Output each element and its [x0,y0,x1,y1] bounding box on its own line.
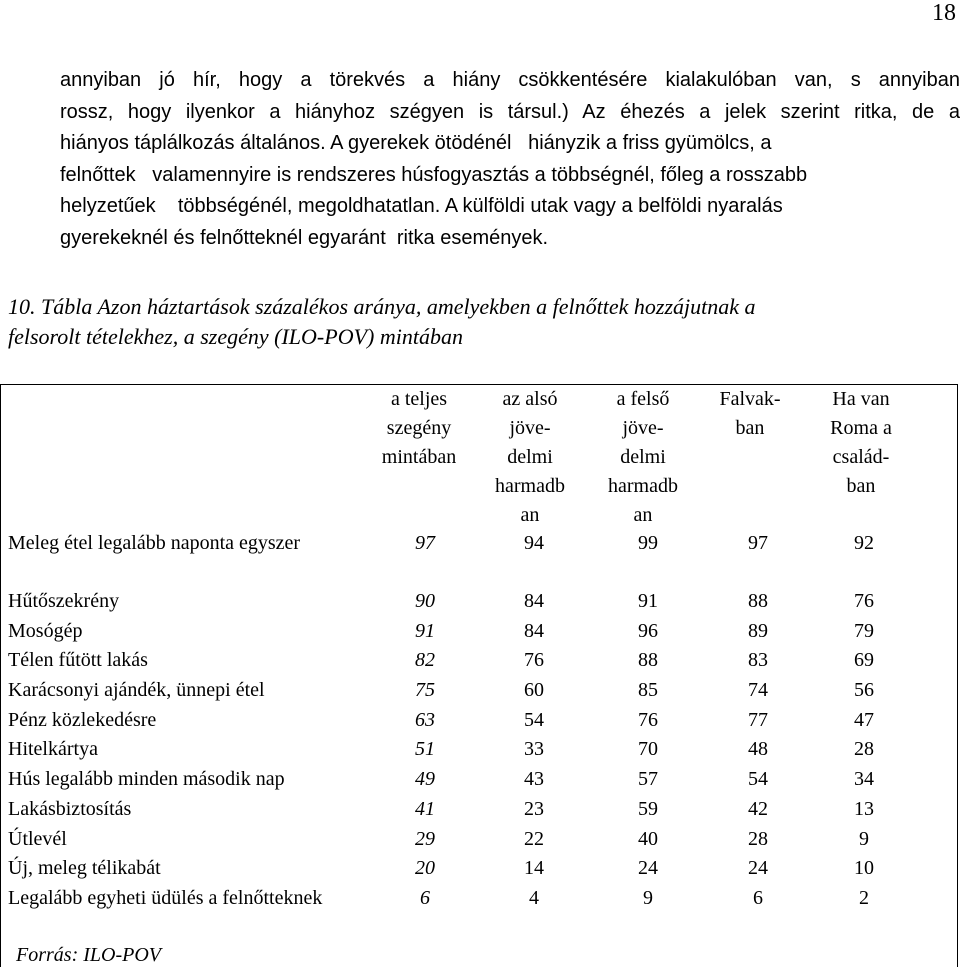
cell-lower-third: 33 [524,738,544,761]
table-caption [8,292,948,352]
cell-roma-family: 56 [854,679,874,702]
cell-roma-family: 9 [859,827,869,850]
cell-upper-third: 91 [638,590,658,612]
cell-full-sample: 63 [415,708,435,731]
cell-full-sample: 29 [415,827,435,850]
paragraph-line: helyzetűek többségénél, megoldhatatlan. A külföldi utak vagy a belföldi nyaralás [60,195,783,218]
cell-roma-family: 13 [854,797,874,820]
table-row [8,735,874,765]
table-row [8,587,874,617]
cell-lower-third: 14 [524,857,544,880]
cell-lower-third: 84 [524,590,544,612]
cell-full-sample: 49 [415,768,435,791]
table-row [8,676,874,706]
cell-upper-third: 96 [638,619,658,642]
paragraph-line: hiányos táplálkozás általános. A gyerekek ötödénél hiányzik a friss gyümölcs, a [60,132,772,155]
cell-roma-family: 34 [854,768,874,791]
page-number: 18 [932,0,956,26]
row-label: Karácsonyi ajándék, ünnepi étel [8,679,265,702]
paragraph-line: gyerekeknél és felnőtteknél egyaránt ritka események. [60,226,549,249]
table-row [8,825,869,855]
table-row [8,884,869,940]
cell-lower-third: 43 [524,768,544,791]
row-label: Hitelkártya [8,738,98,761]
cell-villages: 97 [748,532,768,554]
cell-full-sample: 97 [415,532,435,554]
column-header-roma-family: Ha van Roma a család- ban [830,388,892,497]
cell-upper-third: 88 [638,649,658,672]
cell-roma-family: 69 [854,649,874,672]
cell-roma-family: 47 [854,708,874,731]
cell-lower-third: 4 [529,886,539,909]
cell-villages: 54 [748,768,768,791]
cell-lower-third: 94 [524,532,544,554]
row-label: Hűtőszekrény [8,590,120,612]
row-label: Új, meleg télikabát [8,857,161,880]
column-header-lower-third: az alsó jöve- delmi harmadb an [495,388,565,526]
source-note: Forrás: ILO-POV [16,944,161,966]
table-row [8,617,874,647]
row-label: Mosógép [8,619,83,642]
cell-upper-third: 57 [638,768,658,791]
cell-villages: 24 [748,857,768,880]
caption-line: 10. Tábla Azon háztartások százalékos aránya, amelyekben a felnőttek hozzájutnak a [8,294,756,319]
cell-upper-third: 99 [638,532,658,554]
cell-full-sample: 41 [415,797,435,820]
cell-upper-third: 9 [643,886,653,909]
row-label: Pénz közlekedésre [8,708,157,731]
cell-lower-third: 54 [524,708,544,731]
cell-villages: 83 [748,649,768,672]
row-label: Legalább egyheti üdülés a felnőtteknek [8,886,323,909]
table-row [8,795,874,825]
cell-lower-third: 84 [524,619,544,642]
cell-full-sample: 90 [415,590,435,612]
cell-upper-third: 76 [638,708,658,731]
column-header-full-sample: a teljes szegény mintában [381,388,457,468]
cell-roma-family: 79 [854,619,874,642]
cell-lower-third: 76 [524,649,544,672]
cell-roma-family: 92 [854,532,874,554]
table-row [8,529,874,587]
cell-lower-third: 60 [524,679,544,702]
table-row [8,854,874,884]
caption-line: felsorolt tételekhez, a szegény (ILO-POV) mintában [8,324,463,349]
cell-full-sample: 82 [415,649,435,672]
row-label: Útlevél [8,827,67,850]
cell-full-sample: 75 [415,679,435,702]
cell-upper-third: 70 [638,738,658,761]
cell-villages: 6 [753,886,763,909]
cell-upper-third: 85 [638,679,658,702]
cell-villages: 28 [748,827,768,850]
cell-roma-family: 76 [854,590,874,612]
cell-villages: 77 [748,708,768,731]
cell-upper-third: 24 [638,857,658,880]
row-label: Meleg étel legalább naponta egyszer [8,532,301,554]
row-label: Lakásbiztosítás [8,797,132,820]
cell-full-sample: 6 [420,886,430,909]
cell-villages: 89 [748,619,768,642]
cell-full-sample: 91 [415,619,435,642]
column-header-villages: Falvak- ban [719,388,781,439]
cell-villages: 88 [748,590,768,612]
paragraph-line: rossz, hogy ilyenkor a hiányhoz szégyen is társul.) Az éhezés a jelek szerint ritka, de a [60,100,960,123]
cell-roma-family: 28 [854,738,874,761]
cell-roma-family: 10 [854,857,874,880]
cell-villages: 48 [748,738,768,761]
cell-villages: 74 [748,679,768,702]
cell-full-sample: 51 [415,738,435,761]
cell-lower-third: 23 [524,797,544,820]
cell-roma-family: 2 [859,886,869,909]
table-row [8,646,874,676]
row-label: Télen fűtött lakás [8,649,148,672]
paragraph-line: felnőttek valamennyire is rendszeres húsfogyasztás a többségnél, főleg a rosszabb [60,163,808,186]
cell-villages: 42 [748,797,768,820]
cell-lower-third: 22 [524,827,544,850]
row-label: Hús legalább minden második nap [8,768,285,791]
cell-upper-third: 40 [638,827,658,850]
table-row [8,706,874,736]
column-header-upper-third: a felső jöve- delmi harmadb an [608,388,678,526]
table-body [8,529,874,940]
cell-upper-third: 59 [638,797,658,820]
paragraph-line: annyiban jó hír, hogy a törekvés a hiány csökkentésére kialakulóban van, s annyiban [60,69,960,91]
body-paragraph [60,65,960,255]
cell-full-sample: 20 [415,857,435,880]
table-row [8,765,874,795]
